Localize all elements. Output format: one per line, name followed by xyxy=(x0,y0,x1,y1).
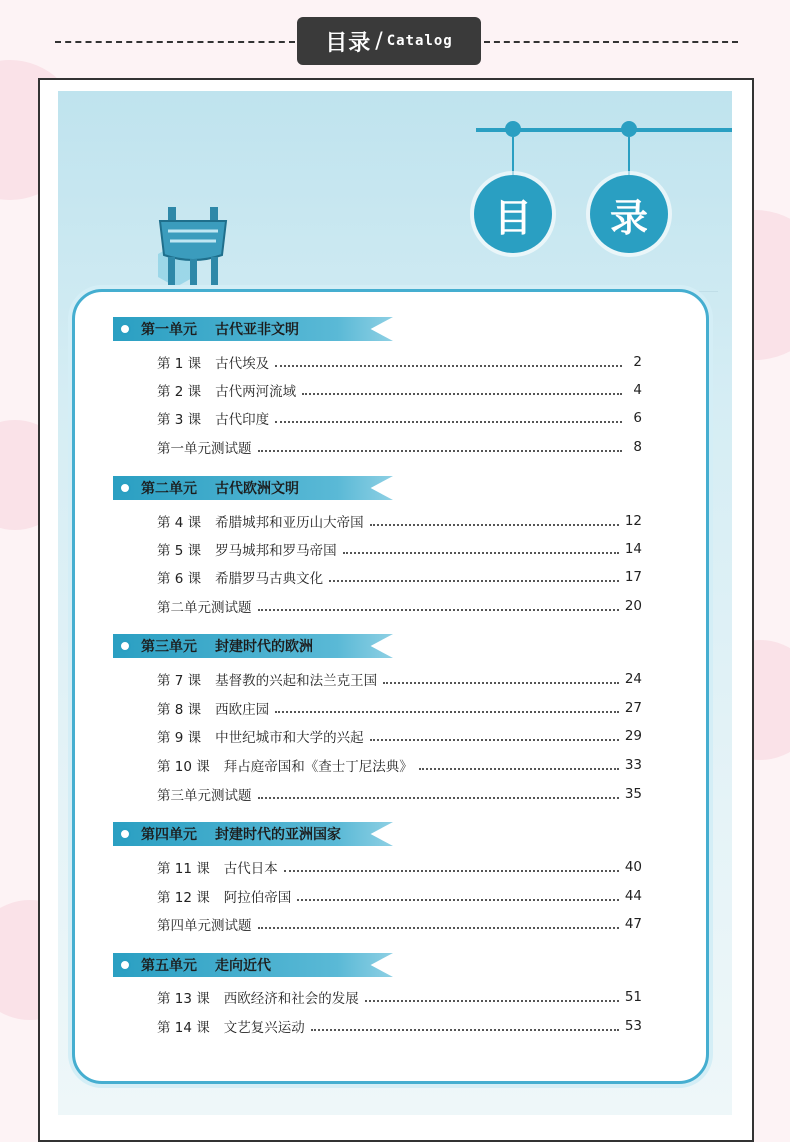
lesson-title: 希腊城邦和亚历山大帝国 xyxy=(215,515,364,531)
banner-slash: / xyxy=(375,28,383,54)
dot-leader xyxy=(258,609,619,611)
banner-title-en: Catalog xyxy=(386,33,453,49)
lesson-number: 第 8 课 xyxy=(157,702,202,718)
unit-number: 第二单元 xyxy=(141,481,197,497)
lesson-title: 古代日本 xyxy=(223,861,278,877)
unit-bullet-icon xyxy=(119,828,131,840)
title-char-2: 录 xyxy=(590,175,668,253)
toc-row[interactable] xyxy=(157,886,642,906)
dot-leader xyxy=(365,1000,619,1002)
lesson-title: 第二单元测试题 xyxy=(157,600,252,616)
dot-leader xyxy=(258,797,619,799)
dot-leader xyxy=(275,365,622,367)
lesson-title: 阿拉伯帝国 xyxy=(223,890,292,906)
dot-leader xyxy=(311,1029,619,1031)
page-number: 51 xyxy=(624,989,642,1005)
toc-row[interactable] xyxy=(157,987,642,1007)
header-divider-left xyxy=(55,41,295,43)
dot-leader xyxy=(258,450,623,452)
title-wire xyxy=(512,137,514,175)
lesson-number: 第 4 课 xyxy=(157,515,202,531)
toc-row[interactable] xyxy=(157,380,642,400)
unit-bullet-icon xyxy=(119,482,131,494)
dot-leader xyxy=(297,899,619,901)
lesson-number: 第 2 课 xyxy=(157,384,202,400)
rail-pin xyxy=(505,121,521,137)
page-number: 33 xyxy=(624,757,642,773)
unit-name: 古代欧洲文明 xyxy=(215,481,299,497)
banner-title-zh: 目录 xyxy=(325,30,372,56)
unit-name: 封建时代的欧洲 xyxy=(215,639,313,655)
title-wire xyxy=(628,137,630,175)
toc-row[interactable] xyxy=(157,698,642,718)
rail-pin xyxy=(621,121,637,137)
lesson-title: 古代印度 xyxy=(215,412,270,428)
page-number: 6 xyxy=(633,410,642,426)
dot-leader xyxy=(419,768,619,770)
lesson-number: 第 10 课 xyxy=(157,759,210,775)
dot-leader xyxy=(370,524,619,526)
lesson-title: 第四单元测试题 xyxy=(157,918,252,934)
lesson-title: 拜占庭帝国和《查士丁尼法典》 xyxy=(223,759,413,775)
unit-name: 走向近代 xyxy=(215,958,271,974)
lesson-title: 文艺复兴运动 xyxy=(223,1020,305,1036)
page-number: 29 xyxy=(624,728,642,744)
lesson-number: 第 9 课 xyxy=(157,730,202,746)
toc-row[interactable] xyxy=(157,437,642,457)
page-number: 4 xyxy=(633,382,642,398)
page-number: 47 xyxy=(624,916,642,932)
toc-row[interactable] xyxy=(157,914,642,934)
title-char-1: 目 xyxy=(474,175,552,253)
toc-row[interactable] xyxy=(157,669,642,689)
toc-row[interactable] xyxy=(157,511,642,531)
toc-row[interactable] xyxy=(157,567,642,587)
dot-leader xyxy=(370,739,619,741)
page-number: 27 xyxy=(624,700,642,716)
lesson-number: 第 12 课 xyxy=(157,890,210,906)
header-divider-right xyxy=(484,41,738,43)
unit-number: 第四单元 xyxy=(141,827,197,843)
dot-leader xyxy=(329,580,619,582)
lesson-title: 古代埃及 xyxy=(215,356,270,372)
page-number: 44 xyxy=(624,888,642,904)
page-number: 40 xyxy=(624,859,642,875)
lesson-title: 第一单元测试题 xyxy=(157,441,252,457)
unit-name: 古代亚非文明 xyxy=(215,322,299,338)
lesson-title: 古代两河流域 xyxy=(215,384,297,400)
toc-row[interactable] xyxy=(157,596,642,616)
dot-leader xyxy=(383,682,619,684)
dot-leader xyxy=(284,870,619,872)
page-number: 12 xyxy=(624,513,642,529)
lesson-number: 第 7 课 xyxy=(157,673,202,689)
toc-row[interactable] xyxy=(157,784,642,804)
lesson-number: 第 5 课 xyxy=(157,543,202,559)
unit-header-5 xyxy=(113,953,271,977)
toc-row[interactable] xyxy=(157,857,642,877)
unit-header-3 xyxy=(113,634,313,658)
lesson-number: 第 3 课 xyxy=(157,412,202,428)
toc-row[interactable] xyxy=(157,408,642,428)
page-number: 20 xyxy=(624,598,642,614)
unit-number: 第三单元 xyxy=(141,639,197,655)
dot-leader xyxy=(343,552,619,554)
page-number: 8 xyxy=(633,439,642,455)
toc-row[interactable] xyxy=(157,1016,642,1036)
lesson-number: 第 1 课 xyxy=(157,356,202,372)
unit-bullet-icon xyxy=(119,323,131,335)
unit-number: 第一单元 xyxy=(141,322,197,338)
page-number: 17 xyxy=(624,569,642,585)
dot-leader xyxy=(302,393,622,395)
dot-leader xyxy=(275,711,619,713)
catalog-banner xyxy=(297,17,481,65)
toc-row[interactable] xyxy=(157,352,642,372)
unit-bullet-icon xyxy=(119,959,131,971)
bronze-ding-icon xyxy=(138,199,258,299)
page-number: 35 xyxy=(624,786,642,802)
page-number: 14 xyxy=(624,541,642,557)
unit-number: 第五单元 xyxy=(141,958,197,974)
lesson-title: 西欧经济和社会的发展 xyxy=(223,991,359,1007)
toc-row[interactable] xyxy=(157,755,642,775)
lesson-title: 西欧庄园 xyxy=(215,702,270,718)
lesson-title: 希腊罗马古典文化 xyxy=(215,571,324,587)
dot-leader xyxy=(275,421,622,423)
toc-row[interactable] xyxy=(157,539,642,559)
lesson-title: 罗马城邦和罗马帝国 xyxy=(215,543,337,559)
lesson-title: 中世纪城市和大学的兴起 xyxy=(215,730,364,746)
unit-header-4 xyxy=(113,822,341,846)
lesson-number: 第 13 课 xyxy=(157,991,210,1007)
unit-bullet-icon xyxy=(119,640,131,652)
toc-row[interactable] xyxy=(157,726,642,746)
lesson-title: 第三单元测试题 xyxy=(157,788,252,804)
lesson-number: 第 6 课 xyxy=(157,571,202,587)
dot-leader xyxy=(258,927,619,929)
unit-header-1 xyxy=(113,317,299,341)
unit-header-2 xyxy=(113,476,299,500)
unit-name: 封建时代的亚洲国家 xyxy=(215,827,341,843)
lesson-number: 第 14 课 xyxy=(157,1020,210,1036)
lesson-number: 第 11 课 xyxy=(157,861,210,877)
page-number: 24 xyxy=(624,671,642,687)
page-number: 2 xyxy=(633,354,642,370)
page-number: 53 xyxy=(624,1018,642,1034)
lesson-title: 基督教的兴起和法兰克王国 xyxy=(215,673,378,689)
